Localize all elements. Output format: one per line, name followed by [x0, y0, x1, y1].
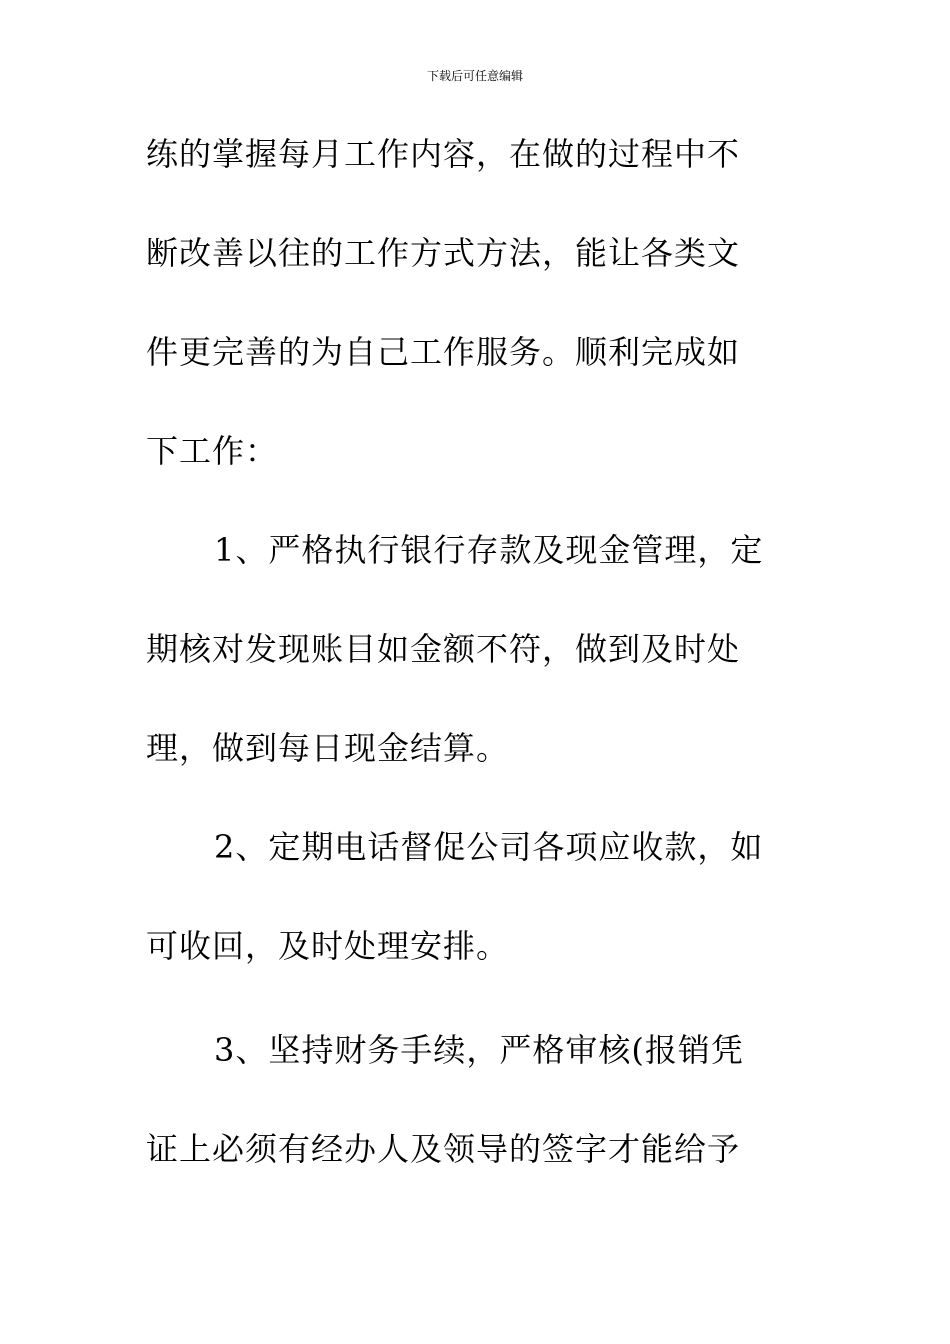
body-line-2: 断改善以往的工作方式方法，能让各类文	[146, 234, 741, 272]
body-line-4: 下工作：	[146, 432, 279, 470]
body-line-1: 练的掌握每月工作内容，在做的过程中不	[146, 135, 741, 173]
body-line-5: 1、严格执行银行存款及现金管理，定	[214, 531, 764, 569]
body-line-6: 期核对发现账目如金额不符，做到及时处	[146, 630, 741, 668]
body-line-9: 可收回，及时处理安排。	[146, 927, 510, 965]
body-line-8: 2、定期电话督促公司各项应收款，如	[214, 828, 764, 866]
body-line-10: 3、坚持财务手续，严格审核(报销凭	[214, 1031, 744, 1069]
body-line-11: 证上必须有经办人及领导的签字才能给予	[146, 1130, 741, 1168]
page-header: 下载后可任意编辑	[426, 69, 523, 83]
body-line-7: 理，做到每日现金结算。	[146, 729, 510, 767]
body-line-3: 件更完善的为自己工作服务。顺利完成如	[146, 333, 741, 371]
